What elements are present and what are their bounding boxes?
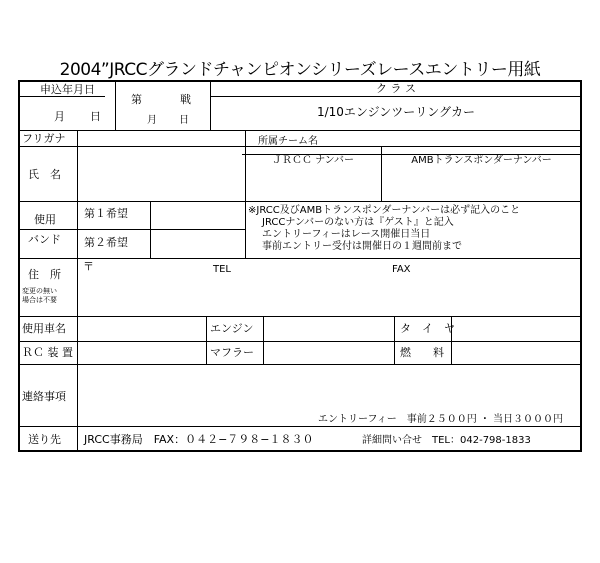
- jrcc-number-label: ＪＲＣＣ ナンバー: [272, 155, 354, 166]
- muffler-label: マフラー: [210, 346, 254, 359]
- amb-number-label: AMBトランスポンダーナンバー: [411, 155, 552, 166]
- class-label: ク ラ ス: [376, 82, 416, 95]
- band-label-1: 使用: [34, 213, 56, 226]
- address-note-1: 変更の無い: [22, 287, 57, 295]
- note-line-2: JRCCナンバーのない方は『ゲスト』と記入: [262, 217, 454, 228]
- class-value: 1/10エンジンツーリングカー: [316, 105, 476, 119]
- note-line-4: 事前エントリー受付は開催日の１週間前まで: [262, 241, 462, 252]
- form-title: 2004”JRCCグランドチャンピオンシリーズレースエントリー用紙: [59, 60, 541, 80]
- round-month-label: 月: [147, 115, 157, 126]
- engine-label: エンジン: [210, 322, 254, 335]
- send-to-label: 送り先: [28, 433, 61, 446]
- address-note-2: 場合は不要: [22, 296, 57, 304]
- band-second-choice-label: 第２希望: [84, 236, 128, 249]
- fuel-label: 燃 料: [400, 346, 444, 359]
- inquiry-text: 詳細問い合せ TEL：042-798-1833: [362, 435, 531, 446]
- application-date-label: 申込年月日: [40, 83, 95, 96]
- band-label-2: バンド: [28, 233, 61, 246]
- round-sen-label: 戦: [180, 93, 191, 106]
- address-label: 住 所: [28, 268, 61, 281]
- fax-label: FAX: [392, 264, 411, 275]
- rc-device-label: ＲＣ 装 置: [22, 346, 73, 359]
- car-name-label: 使用車名: [22, 322, 66, 335]
- send-office-text: JRCC事務局 FAX：０４２−７９８−１８３０: [84, 433, 314, 446]
- round-day-label: 日: [179, 115, 189, 126]
- note-line-1: ※JRCC及びAMBトランスポンダーナンバーは必ず記入のこと: [248, 205, 521, 216]
- entry-form: [18, 80, 582, 452]
- month-label: 月: [54, 110, 65, 123]
- name-label: 氏 名: [28, 168, 61, 181]
- day-label: 日: [90, 110, 101, 123]
- band-first-choice-label: 第１希望: [84, 207, 128, 220]
- note-line-3: エントリーフィーはレース開催日当日: [262, 229, 431, 240]
- contact-label: 連絡事項: [22, 390, 66, 403]
- furigana-label: フリガナ: [22, 132, 66, 145]
- entry-fee-text: エントリーフィー 事前２５００円 ・ 当日３０００円: [318, 414, 564, 425]
- tel-label: TEL: [213, 264, 231, 275]
- team-name-label: 所属チーム名: [258, 136, 318, 147]
- tire-label: タ イ ヤ: [400, 322, 455, 335]
- postal-mark: 〒: [83, 260, 94, 273]
- round-dai-label: 第: [131, 93, 142, 106]
